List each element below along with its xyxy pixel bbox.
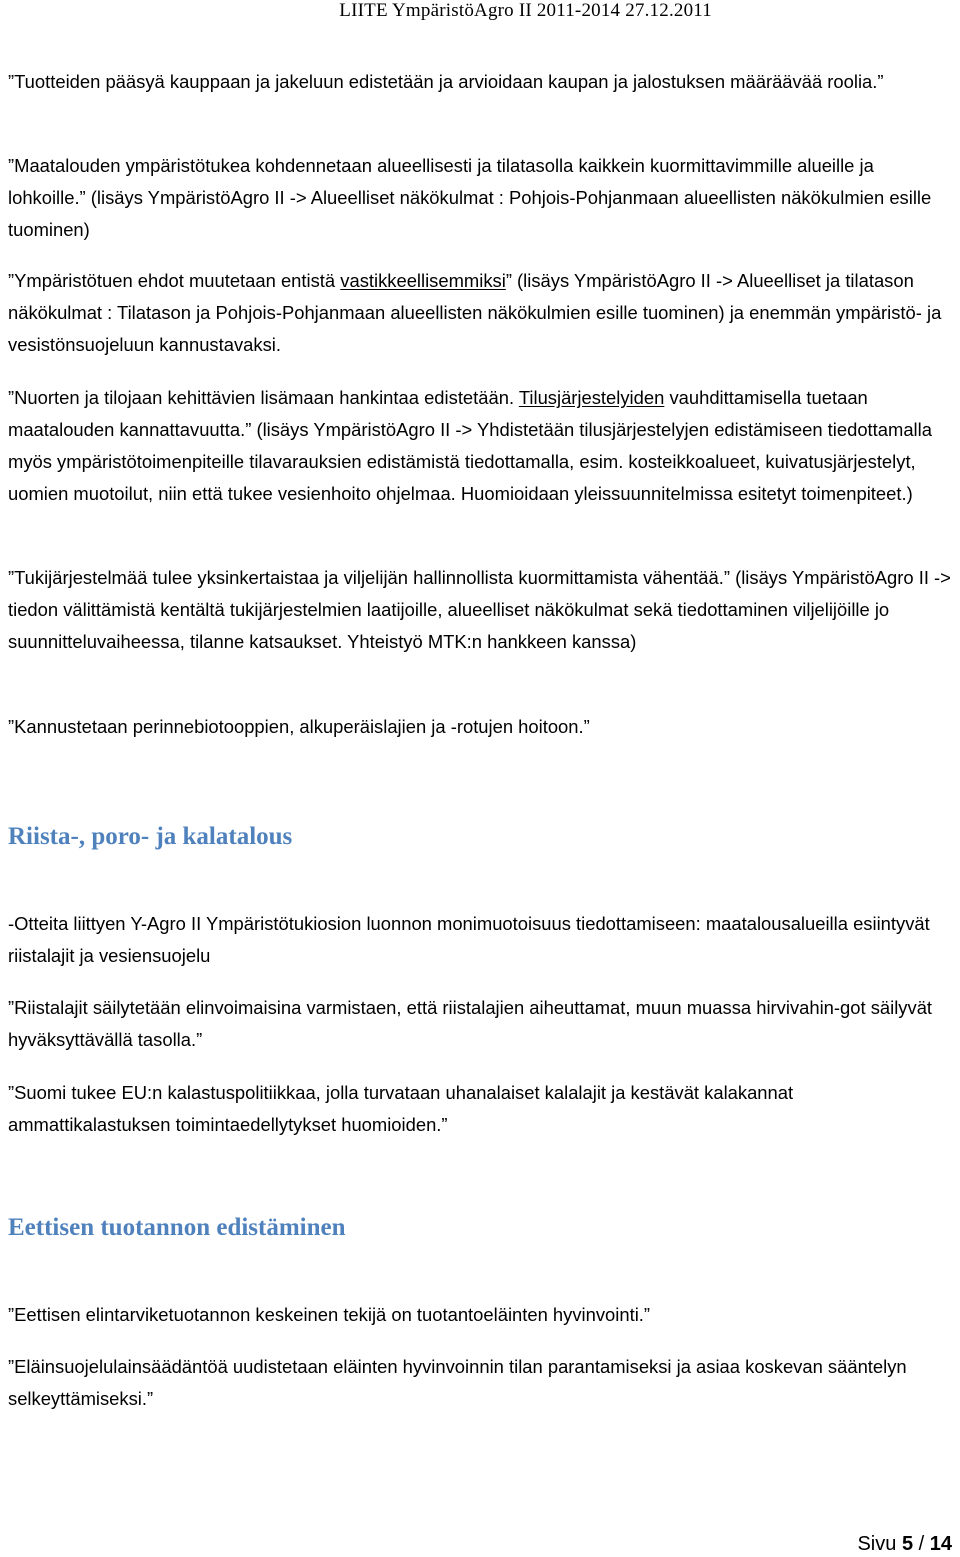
page-separator: / — [918, 1533, 925, 1555]
paragraph: ”Tukijärjestelmää tulee yksinkertaistaa ja viljelijän hallinnollista kuormittamista vähentää.” (lisäys YmpäristöAgro II -> tiedon välittämistä kentältä tukijärjestelmien laatijoille, alueelliset näkökulmat sekä tiedottaminen viljelijöille jo suunnitteluvaiheessa, tilanne katsaukset. Yhteistyö MTK:n hankkeen kanssa) — [8, 567, 951, 652]
paragraph: ”Eläinsuojelulainsäädäntöä uudistetaan eläinten hyvinvoinnin tilan parantamiseksi ja asiaa koskevan sääntelyn selkeyttämiseksi.” — [8, 1356, 907, 1409]
current-page: 5 — [901, 1533, 914, 1555]
total-pages: 14 — [929, 1533, 952, 1555]
paragraph: ”Riistalajit säilytetään elinvoimaisina varmistaen, että riistalajien aiheuttamat, muun muassa hirvivahin-got säilyvät hyväksyttävällä tasolla.” — [8, 997, 933, 1050]
underlined-term: vastikkeellisemmiksi — [340, 270, 506, 291]
paragraph: -Otteita liittyen Y-Agro II Ympäristötukiosion luonnon monimuotoisuus tiedottamiseen: maatalousalueilla esiintyvät riistalajit ja vesiensuojelu — [8, 913, 930, 966]
paragraph — [8, 382, 956, 510]
paragraph: ”Tuotteiden pääsyä kauppaan ja jakeluun edistetään ja arvioidaan kaupan ja jalostuksen määräävää roolia.” — [8, 71, 884, 92]
paragraph: ”Suomi tukee EU:n kalastuspolitiikkaa, jolla turvataan uhanalaiset kalalajit ja kestävät kalakannat ammattikalastuksen toimintaedellytykset huomioiden.” — [8, 1082, 794, 1135]
underlined-term: Tilusjärjestelyiden — [518, 387, 665, 408]
paragraph: ”Eettisen elintarviketuotannon keskeinen tekijä on tuotantoeläinten hyvinvointi.” — [8, 1304, 651, 1325]
paragraph: ”Kannustetaan perinnebiotooppien, alkuperäislajien ja -rotujen hoitoon.” — [8, 716, 590, 737]
paragraph: ”Maatalouden ympäristötukea kohdennetaan alueellisesti ja tilatasolla kaikkein kuormittavimmille alueille ja lohkoille.” (lisäys YmpäristöAgro II -> Alueelliset näkökulmat : Pohjois-Pohjanmaan alueellisten näkökulmien esille tuominen) — [8, 155, 932, 240]
paragraph-text: ”Ympäristötuen ehdot muutetaan entistä — [8, 270, 341, 291]
section-heading: Riista-, poro- ja kalatalous — [8, 823, 293, 850]
page-label: Sivu — [857, 1533, 897, 1555]
page-number — [857, 1532, 952, 1556]
paragraph-text: vauhdittamisella tuetaan maatalouden kannattavuutta.” (lisäys YmpäristöAgro II -> Yhdistetään tilusjärjestelyjen edistämiseen tiedottamalla myös ympäristötoimenpiteille tilavarauksien edistämistä tiedottamalla, esim. kosteikkoalueet, kuivatusjärjestelyt, uomien muotoilut, niin että tukee vesienhoito ohjelmaa. Huomioidaan yleissuunnitelmissa esitetyt toimenpiteet.) — [8, 387, 932, 504]
section-heading: Eettisen tuotannon edistäminen — [8, 1214, 346, 1241]
paragraph-text: ” (lisäys YmpäristöAgro II -> Alueelliset ja tilatason näkökulmat : Tilatason ja Pohjois-Pohjanmaan alueellisten näkökulmien esille tuominen) ja enemmän ympäristö- ja vesistönsuojeluun kannustavaksi. — [8, 270, 942, 355]
paragraph — [8, 265, 956, 361]
paragraph-text: ”Nuorten ja tilojaan kehittävien lisämaan hankintaa edistetään. — [8, 387, 519, 408]
page-header: LIITE YmpäristöAgro II 2011-2014 27.12.2011 — [339, 0, 712, 21]
